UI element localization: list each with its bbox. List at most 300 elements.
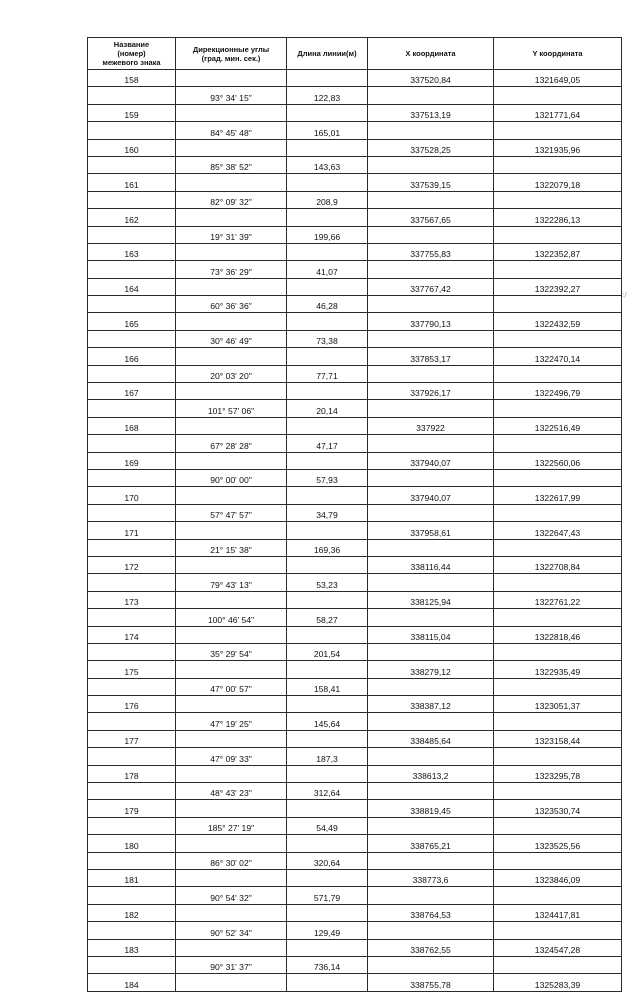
- header-direction-angle: Дирекционные углы (град. мин. сек.): [176, 38, 287, 70]
- cell-empty: [494, 678, 622, 695]
- cell-empty: [368, 156, 494, 173]
- cell-empty: [494, 748, 622, 765]
- cell-x-coordinate: 337567,65: [368, 209, 494, 226]
- cell-y-coordinate: 1321649,05: [494, 70, 622, 87]
- cell-empty: [368, 226, 494, 243]
- cell-empty: [287, 800, 368, 817]
- table-row: [88, 226, 622, 243]
- cell-direction-angle: 48° 43' 23": [176, 783, 287, 800]
- cell-y-coordinate: 1321771,64: [494, 104, 622, 121]
- cell-y-coordinate: 1322352,87: [494, 243, 622, 260]
- cell-line-length: 312,64: [287, 783, 368, 800]
- cell-empty: [494, 296, 622, 313]
- cell-empty: [88, 643, 176, 660]
- cell-empty: [368, 956, 494, 973]
- table-row: [88, 522, 622, 539]
- cell-y-coordinate: 1322935,49: [494, 661, 622, 678]
- cell-empty: [368, 504, 494, 521]
- cell-empty: [88, 87, 176, 104]
- cell-empty: [176, 974, 287, 991]
- cell-line-length: 320,64: [287, 852, 368, 869]
- cell-empty: [88, 469, 176, 486]
- table-row: [88, 591, 622, 608]
- cell-empty: [287, 348, 368, 365]
- cell-empty: [176, 556, 287, 573]
- cell-empty: [287, 765, 368, 782]
- cell-empty: [176, 835, 287, 852]
- cell-y-coordinate: 1322516,49: [494, 417, 622, 434]
- cell-point-name: 160: [88, 139, 176, 156]
- cell-empty: [88, 852, 176, 869]
- cell-empty: [494, 122, 622, 139]
- table-row: [88, 835, 622, 852]
- cell-empty: [287, 939, 368, 956]
- cell-empty: [494, 887, 622, 904]
- cell-empty: [176, 939, 287, 956]
- cell-point-name: 165: [88, 313, 176, 330]
- cell-x-coordinate: 337926,17: [368, 383, 494, 400]
- cell-empty: [176, 174, 287, 191]
- cell-empty: [494, 435, 622, 452]
- cell-line-length: 199,66: [287, 226, 368, 243]
- cell-empty: [287, 730, 368, 747]
- cell-empty: [368, 122, 494, 139]
- cell-empty: [88, 956, 176, 973]
- cell-x-coordinate: 338755,78: [368, 974, 494, 991]
- cell-empty: [287, 313, 368, 330]
- cell-x-coordinate: 337790,13: [368, 313, 494, 330]
- cell-empty: [176, 70, 287, 87]
- table-row: [88, 922, 622, 939]
- cell-empty: [88, 887, 176, 904]
- cell-y-coordinate: 1325283,39: [494, 974, 622, 991]
- cell-empty: [88, 609, 176, 626]
- table-row: [88, 417, 622, 434]
- cell-point-name: 170: [88, 487, 176, 504]
- cell-point-name: 178: [88, 765, 176, 782]
- cell-empty: [176, 696, 287, 713]
- cell-line-length: 54,49: [287, 817, 368, 834]
- table-row: [88, 330, 622, 347]
- cell-empty: [494, 574, 622, 591]
- cell-direction-angle: 57° 47' 57": [176, 504, 287, 521]
- cell-empty: [176, 139, 287, 156]
- cell-x-coordinate: 338485,64: [368, 730, 494, 747]
- table-row: [88, 400, 622, 417]
- cell-empty: [287, 174, 368, 191]
- cell-empty: [368, 713, 494, 730]
- cell-empty: [88, 261, 176, 278]
- cell-x-coordinate: 337958,61: [368, 522, 494, 539]
- cell-line-length: 129,49: [287, 922, 368, 939]
- cell-empty: [287, 522, 368, 539]
- cell-line-length: 34,79: [287, 504, 368, 521]
- cell-point-name: 161: [88, 174, 176, 191]
- cell-x-coordinate: 337922: [368, 417, 494, 434]
- cell-empty: [88, 922, 176, 939]
- cell-direction-angle: 90° 54' 32": [176, 887, 287, 904]
- table-row: [88, 730, 622, 747]
- table-row: [88, 313, 622, 330]
- cell-point-name: 175: [88, 661, 176, 678]
- cell-x-coordinate: 338764,53: [368, 904, 494, 921]
- table-row: [88, 261, 622, 278]
- cell-empty: [368, 922, 494, 939]
- table-row: [88, 452, 622, 469]
- table-row: [88, 974, 622, 991]
- cell-empty: [287, 661, 368, 678]
- table-row: [88, 765, 622, 782]
- cell-x-coordinate: 337940,07: [368, 452, 494, 469]
- cell-empty: [287, 417, 368, 434]
- cell-empty: [176, 730, 287, 747]
- cell-empty: [494, 469, 622, 486]
- cell-empty: [287, 904, 368, 921]
- table-row: [88, 139, 622, 156]
- table-row: [88, 869, 622, 886]
- table-row: [88, 504, 622, 521]
- cell-line-length: 77,71: [287, 365, 368, 382]
- table-row: [88, 783, 622, 800]
- cell-x-coordinate: 337520,84: [368, 70, 494, 87]
- cell-direction-angle: 101° 57' 06": [176, 400, 287, 417]
- cell-direction-angle: 86° 30' 02": [176, 852, 287, 869]
- cell-x-coordinate: 337853,17: [368, 348, 494, 365]
- cell-empty: [368, 817, 494, 834]
- table-row: [88, 956, 622, 973]
- cell-point-name: 159: [88, 104, 176, 121]
- cell-empty: [88, 678, 176, 695]
- cell-empty: [494, 504, 622, 521]
- cell-empty: [368, 678, 494, 695]
- cell-point-name: 182: [88, 904, 176, 921]
- cell-empty: [176, 104, 287, 121]
- cell-empty: [368, 400, 494, 417]
- cell-empty: [368, 574, 494, 591]
- cell-direction-angle: 47° 19' 25": [176, 713, 287, 730]
- cell-empty: [494, 365, 622, 382]
- cell-y-coordinate: 1322470,14: [494, 348, 622, 365]
- boundary-coordinates-table: [87, 37, 622, 992]
- cell-empty: [88, 817, 176, 834]
- cell-x-coordinate: 338819,45: [368, 800, 494, 817]
- cell-empty: [287, 974, 368, 991]
- cell-line-length: 208,9: [287, 191, 368, 208]
- cell-empty: [176, 869, 287, 886]
- table-row: [88, 626, 622, 643]
- cell-empty: [88, 365, 176, 382]
- cell-empty: [176, 452, 287, 469]
- table-row: [88, 852, 622, 869]
- cell-empty: [287, 243, 368, 260]
- cell-empty: [287, 104, 368, 121]
- cell-x-coordinate: 338613,2: [368, 765, 494, 782]
- cell-empty: [176, 348, 287, 365]
- cell-x-coordinate: 337940,07: [368, 487, 494, 504]
- table-row: [88, 435, 622, 452]
- cell-empty: [368, 887, 494, 904]
- cell-empty: [176, 626, 287, 643]
- cell-empty: [88, 574, 176, 591]
- cell-x-coordinate: 338115,04: [368, 626, 494, 643]
- cell-x-coordinate: 338762,55: [368, 939, 494, 956]
- cell-empty: [176, 278, 287, 295]
- cell-point-name: 163: [88, 243, 176, 260]
- cell-direction-angle: 30° 46' 49": [176, 330, 287, 347]
- cell-empty: [88, 783, 176, 800]
- cell-line-length: 201,54: [287, 643, 368, 660]
- cell-point-name: 174: [88, 626, 176, 643]
- cell-y-coordinate: 1322496,79: [494, 383, 622, 400]
- cell-empty: [368, 748, 494, 765]
- cell-point-name: 166: [88, 348, 176, 365]
- cell-empty: [287, 696, 368, 713]
- cell-empty: [368, 539, 494, 556]
- table-row: [88, 174, 622, 191]
- cell-point-name: 181: [88, 869, 176, 886]
- cell-empty: [368, 330, 494, 347]
- cell-empty: [494, 400, 622, 417]
- table-row: [88, 939, 622, 956]
- cell-empty: [176, 243, 287, 260]
- cell-line-length: 122,83: [287, 87, 368, 104]
- cell-empty: [494, 783, 622, 800]
- cell-line-length: 47,17: [287, 435, 368, 452]
- cell-x-coordinate: 337755,83: [368, 243, 494, 260]
- cell-y-coordinate: 1322392,27: [494, 278, 622, 295]
- cell-line-length: 73,38: [287, 330, 368, 347]
- cell-empty: [494, 87, 622, 104]
- table-row: [88, 191, 622, 208]
- cell-y-coordinate: 1323846,09: [494, 869, 622, 886]
- cell-empty: [88, 435, 176, 452]
- cell-point-name: 173: [88, 591, 176, 608]
- cell-empty: [368, 261, 494, 278]
- cell-empty: [494, 643, 622, 660]
- cell-empty: [368, 783, 494, 800]
- cell-empty: [176, 417, 287, 434]
- cell-y-coordinate: 1323051,37: [494, 696, 622, 713]
- table-row: [88, 696, 622, 713]
- table-row: [88, 122, 622, 139]
- cell-direction-angle: 19° 31' 39": [176, 226, 287, 243]
- cell-empty: [88, 122, 176, 139]
- table-row: [88, 469, 622, 486]
- cell-y-coordinate: 1322761,22: [494, 591, 622, 608]
- table-row: [88, 104, 622, 121]
- table-row: [88, 643, 622, 660]
- cell-y-coordinate: 1322560,06: [494, 452, 622, 469]
- table-row: [88, 209, 622, 226]
- table-row: [88, 904, 622, 921]
- cell-empty: [88, 504, 176, 521]
- cell-line-length: 46,28: [287, 296, 368, 313]
- cell-empty: [287, 556, 368, 573]
- cell-empty: [88, 156, 176, 173]
- table-header-row: [88, 38, 622, 70]
- cell-direction-angle: 90° 31' 37": [176, 956, 287, 973]
- table-row: [88, 713, 622, 730]
- cell-direction-angle: 90° 52' 34": [176, 922, 287, 939]
- table-row: [88, 348, 622, 365]
- cell-direction-angle: 100° 46' 54": [176, 609, 287, 626]
- cell-direction-angle: 47° 09' 33": [176, 748, 287, 765]
- cell-empty: [368, 435, 494, 452]
- cell-y-coordinate: 1322617,99: [494, 487, 622, 504]
- table-row: [88, 383, 622, 400]
- cell-empty: [368, 191, 494, 208]
- cell-direction-angle: 21° 15' 38": [176, 539, 287, 556]
- cell-y-coordinate: 1324547,28: [494, 939, 622, 956]
- cell-x-coordinate: 338387,12: [368, 696, 494, 713]
- cell-empty: [287, 835, 368, 852]
- cell-direction-angle: 90° 00' 00": [176, 469, 287, 486]
- cell-line-length: 145,64: [287, 713, 368, 730]
- cell-point-name: 158: [88, 70, 176, 87]
- cell-point-name: 184: [88, 974, 176, 991]
- cell-point-name: 167: [88, 383, 176, 400]
- table-row: [88, 70, 622, 87]
- cell-empty: [368, 643, 494, 660]
- cell-empty: [494, 956, 622, 973]
- cell-direction-angle: 73° 36' 29": [176, 261, 287, 278]
- cell-direction-angle: 79° 43' 13": [176, 574, 287, 591]
- table-row: [88, 556, 622, 573]
- cell-point-name: 162: [88, 209, 176, 226]
- cell-y-coordinate: 1322079,18: [494, 174, 622, 191]
- table-row: [88, 887, 622, 904]
- cell-empty: [287, 487, 368, 504]
- cell-x-coordinate: 338765,21: [368, 835, 494, 852]
- cell-line-length: 165,01: [287, 122, 368, 139]
- cell-x-coordinate: 338125,94: [368, 591, 494, 608]
- cell-empty: [176, 487, 287, 504]
- table-row: [88, 296, 622, 313]
- cell-point-name: 164: [88, 278, 176, 295]
- cell-point-name: 179: [88, 800, 176, 817]
- cell-empty: [494, 817, 622, 834]
- cell-x-coordinate: 337528,25: [368, 139, 494, 156]
- cell-empty: [176, 383, 287, 400]
- cell-x-coordinate: 338279,12: [368, 661, 494, 678]
- cell-line-length: 58,27: [287, 609, 368, 626]
- header-y-coordinate: Y координата: [494, 38, 622, 70]
- table-row: [88, 539, 622, 556]
- cell-empty: [176, 800, 287, 817]
- cell-direction-angle: 93° 34' 15": [176, 87, 287, 104]
- cell-direction-angle: 60° 36' 36": [176, 296, 287, 313]
- cell-line-length: 20,14: [287, 400, 368, 417]
- cell-y-coordinate: 1322432,59: [494, 313, 622, 330]
- cell-y-coordinate: 1323158,44: [494, 730, 622, 747]
- cell-point-name: 168: [88, 417, 176, 434]
- cell-line-length: 158,41: [287, 678, 368, 695]
- cell-empty: [494, 191, 622, 208]
- cell-direction-angle: 20° 03' 20": [176, 365, 287, 382]
- cell-empty: [88, 713, 176, 730]
- table-row: [88, 661, 622, 678]
- table-row: [88, 609, 622, 626]
- table-row: [88, 487, 622, 504]
- cell-empty: [494, 261, 622, 278]
- cell-line-length: 571,79: [287, 887, 368, 904]
- table-row: [88, 87, 622, 104]
- cell-empty: [176, 522, 287, 539]
- table-row: [88, 156, 622, 173]
- table-row: [88, 574, 622, 591]
- cell-point-name: 176: [88, 696, 176, 713]
- cell-direction-angle: 67° 28' 28": [176, 435, 287, 452]
- cell-empty: [494, 330, 622, 347]
- table-row: [88, 800, 622, 817]
- table-body: [88, 70, 622, 992]
- cell-y-coordinate: 1321935,96: [494, 139, 622, 156]
- cell-point-name: 172: [88, 556, 176, 573]
- margin-mark: :/: [622, 291, 627, 299]
- cell-empty: [287, 591, 368, 608]
- cell-direction-angle: 185° 27' 19": [176, 817, 287, 834]
- cell-empty: [88, 330, 176, 347]
- cell-x-coordinate: 337539,15: [368, 174, 494, 191]
- cell-empty: [176, 209, 287, 226]
- cell-empty: [494, 852, 622, 869]
- cell-empty: [88, 226, 176, 243]
- cell-line-length: 143,63: [287, 156, 368, 173]
- cell-empty: [176, 765, 287, 782]
- cell-y-coordinate: 1323530,74: [494, 800, 622, 817]
- cell-line-length: 736,14: [287, 956, 368, 973]
- cell-y-coordinate: 1324417,81: [494, 904, 622, 921]
- cell-empty: [176, 904, 287, 921]
- table-row: [88, 678, 622, 695]
- cell-empty: [287, 452, 368, 469]
- table-row: [88, 243, 622, 260]
- cell-line-length: 57,93: [287, 469, 368, 486]
- cell-empty: [494, 922, 622, 939]
- cell-y-coordinate: 1323295,78: [494, 765, 622, 782]
- cell-x-coordinate: 337513,19: [368, 104, 494, 121]
- header-line-length: Длина линии(м): [287, 38, 368, 70]
- header-point-name: Название (номер) межевого знака: [88, 38, 176, 70]
- table-row: [88, 365, 622, 382]
- cell-empty: [368, 469, 494, 486]
- cell-line-length: 187,3: [287, 748, 368, 765]
- cell-x-coordinate: 338116,44: [368, 556, 494, 573]
- cell-empty: [287, 70, 368, 87]
- cell-direction-angle: 84° 45' 48": [176, 122, 287, 139]
- cell-y-coordinate: 1323525,56: [494, 835, 622, 852]
- cell-empty: [88, 539, 176, 556]
- cell-empty: [287, 278, 368, 295]
- cell-empty: [88, 748, 176, 765]
- cell-empty: [368, 365, 494, 382]
- cell-point-name: 183: [88, 939, 176, 956]
- cell-point-name: 171: [88, 522, 176, 539]
- cell-empty: [287, 383, 368, 400]
- cell-empty: [494, 609, 622, 626]
- cell-direction-angle: 35° 29' 54": [176, 643, 287, 660]
- cell-empty: [287, 626, 368, 643]
- table-row: [88, 278, 622, 295]
- cell-empty: [368, 609, 494, 626]
- cell-empty: [176, 313, 287, 330]
- table-row: [88, 817, 622, 834]
- cell-empty: [494, 226, 622, 243]
- cell-empty: [287, 869, 368, 886]
- cell-line-length: 41,07: [287, 261, 368, 278]
- header-x-coordinate: Х координата: [368, 38, 494, 70]
- cell-line-length: 53,23: [287, 574, 368, 591]
